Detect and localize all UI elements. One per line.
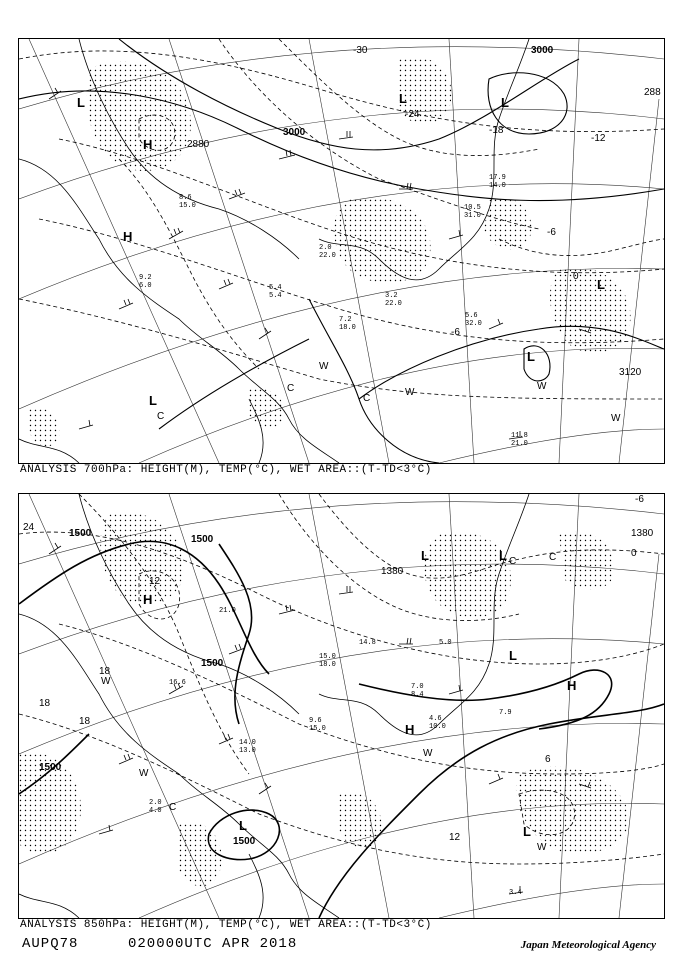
station-value: 3.4 — [509, 889, 522, 897]
low-center: L — [509, 648, 517, 663]
station-value: 5.0 — [439, 639, 452, 647]
contour-label: 12 — [149, 576, 161, 587]
station-value: 22.0 — [319, 252, 336, 260]
station-value: 14.0 — [489, 182, 506, 190]
station-value: 4.0 — [149, 807, 162, 815]
station-value: 5.4 — [269, 292, 282, 300]
cold-marker: C — [509, 556, 517, 567]
wind-markers — [157, 361, 621, 424]
warm-marker: W — [319, 361, 329, 372]
station-value: 15.0 — [319, 653, 336, 661]
station-value: 7.9 — [499, 709, 512, 717]
station-value: 2.0 — [319, 244, 332, 252]
low-center: L — [597, 277, 605, 292]
low-center: L — [523, 824, 531, 839]
low-center: L — [501, 95, 509, 110]
height-contours — [19, 541, 664, 918]
contour-label: 18 — [79, 716, 91, 727]
cold-marker: C — [549, 552, 557, 563]
contour-label: 3000 — [283, 127, 306, 138]
low-center: L — [499, 548, 507, 563]
station-value: 8.6 — [179, 194, 192, 202]
station-value: 13.0 — [239, 747, 256, 755]
map-700hpa-svg — [19, 39, 664, 463]
map-700hpa — [18, 38, 665, 464]
contour-label: 6 — [545, 754, 551, 765]
station-values — [139, 174, 528, 448]
station-value: 18.0 — [339, 324, 356, 332]
contour-label: 3000 — [531, 45, 554, 56]
warm-marker: W — [537, 381, 547, 392]
station-value: 22.0 — [385, 300, 402, 308]
caption-700hpa: ANALYSIS 700hPa: HEIGHT(M), TEMP(°C), WET AREA::(T-TD<3°C) — [20, 464, 432, 476]
contour-label: 0 — [631, 548, 637, 559]
station-value: 17.9 — [489, 174, 506, 182]
station-value: 21.0 — [219, 607, 236, 615]
station-value: 31.0 — [464, 212, 481, 220]
station-value: 9.6 — [309, 717, 322, 725]
low-center: L — [77, 95, 85, 110]
contour-label: 2880 — [187, 139, 210, 150]
low-center: L — [399, 91, 407, 106]
station-value: 2.0 — [149, 799, 162, 807]
caption-850hpa: ANALYSIS 850hPa: HEIGHT(M), TEMP(°C), WET AREA::(T-TD<3°C) — [20, 919, 432, 931]
contour-label: -18 — [489, 125, 504, 136]
station-value: 9.2 — [139, 274, 152, 282]
high-center: H — [123, 229, 133, 244]
station-value: 7.0 — [411, 683, 424, 691]
station-value: 10.5 — [464, 204, 481, 212]
contour-label: 24 — [23, 522, 35, 533]
contour-label: 288 — [644, 87, 661, 98]
contour-label: -24 — [405, 109, 420, 120]
cold-marker: C — [157, 411, 165, 422]
station-value: 6.0 — [139, 282, 152, 290]
station-value: 15.0 — [179, 202, 196, 210]
valid-time: 020000UTC APR 2018 — [128, 936, 298, 952]
map-850hpa — [18, 493, 665, 919]
contour-label: 1380 — [631, 528, 654, 539]
high-center: H — [143, 592, 153, 607]
station-value: 4.6 — [429, 715, 442, 723]
contour-label: 3120 — [619, 367, 642, 378]
contour-label: 1380 — [381, 566, 404, 577]
low-center: L — [239, 818, 247, 833]
cold-marker: C — [363, 393, 371, 404]
contour-label: 18 — [39, 698, 51, 709]
contour-label: -6 — [635, 494, 644, 505]
warm-marker: W — [423, 748, 433, 759]
low-center: L — [527, 349, 535, 364]
station-value: 14.0 — [239, 739, 256, 747]
low-center: L — [421, 548, 429, 563]
contour-label: 1500 — [191, 534, 214, 545]
station-value: 32.0 — [465, 320, 482, 328]
contour-label: 1500 — [39, 762, 62, 773]
high-center: H — [143, 137, 153, 152]
contour-label: 0 — [573, 271, 579, 282]
contour-label: 1500 — [201, 658, 224, 669]
station-value: 3.2 — [385, 292, 398, 300]
chart-id: AUPQ78 — [22, 936, 79, 952]
station-value: 21.0 — [511, 440, 528, 448]
contour-label: -30 — [353, 45, 368, 56]
warm-marker: W — [405, 387, 415, 398]
station-value: 18.0 — [319, 661, 336, 669]
wet-areas — [19, 512, 629, 886]
station-value: 5.6 — [465, 312, 478, 320]
contour-label: -6 — [547, 227, 556, 238]
high-center: H — [567, 678, 577, 693]
high-center: H — [405, 722, 415, 737]
contour-label: 12 — [449, 832, 461, 843]
station-value: 11.8 — [511, 432, 528, 440]
station-value: 8.4 — [411, 691, 424, 699]
warm-marker: W — [537, 842, 547, 853]
station-value: 14.8 — [359, 639, 376, 647]
warm-marker: W — [611, 413, 621, 424]
station-value: 15.0 — [309, 725, 326, 733]
map-850hpa-svg — [19, 494, 664, 918]
station-value: 5.4 — [269, 284, 282, 292]
warm-marker: W — [139, 768, 149, 779]
station-value: 10.0 — [429, 723, 446, 731]
contour-label: 1500 — [233, 836, 256, 847]
contour-label: 18 — [99, 666, 111, 677]
station-value: 16.6 — [169, 679, 186, 687]
cold-marker: C — [287, 383, 295, 394]
station-value: 7.2 — [339, 316, 352, 324]
contour-label: -12 — [591, 133, 606, 144]
agency-name: Japan Meteorological Agency — [520, 939, 656, 951]
low-center: L — [149, 393, 157, 408]
warm-marker: W — [101, 676, 111, 687]
contour-label: 1500 — [69, 528, 92, 539]
contour-label: -6 — [451, 327, 460, 338]
cold-marker: C — [169, 802, 177, 813]
